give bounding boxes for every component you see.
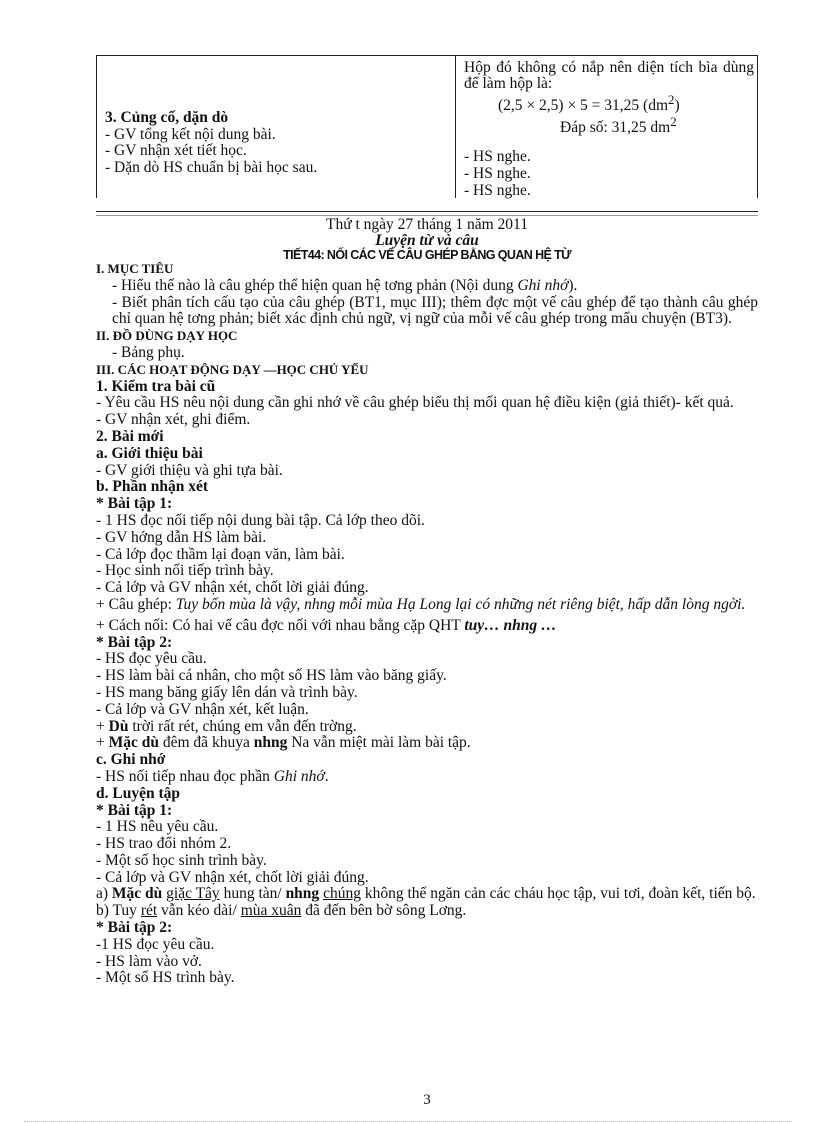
exercise-heading: * Bài tập 1:	[96, 495, 173, 513]
teacher-line: - GV nhận xét tiết học.	[105, 142, 247, 159]
subsection-heading: 2. Bài mới	[96, 427, 164, 445]
subsection-heading: b. Phần nhận xét	[96, 478, 208, 496]
activity-line: - Cả lớp đọc thầm lại đoạn văn, làm bài.	[96, 545, 345, 563]
activity-line: - Học sinh nối tiếp trình bày.	[96, 562, 274, 580]
activity-line: - HS nối tiếp nhau đọc phần Ghi nhớ.	[96, 767, 329, 785]
activity-line: - Cả lớp và GV nhận xét, chốt lời giải đúng.	[96, 579, 369, 597]
lesson-title: TIẾT44: NỐI CÁC VẾ CÂU GHÉP BẰNG QUAN HỆ TỪ	[283, 248, 571, 262]
activity-table	[96, 55, 758, 198]
student-reply: - HS nghe.	[464, 165, 531, 182]
section-heading: II. ĐỒ DÙNG DẠY HỌC	[96, 328, 238, 344]
compound-sentence: + Câu ghép: Tuy bốn mùa là vậy, nhng mỗi mùa Hạ Long lại có những nét riêng biệt, hấp dẫn lòng ngời.	[96, 595, 746, 613]
exercise-heading: * Bài tập 2:	[96, 633, 173, 651]
lesson-date: Thứ t ngày 27 tháng 1 năm 2011	[326, 216, 528, 233]
subsection-heading: c. Ghi nhớ	[96, 751, 166, 769]
activity-line: - HS mang băng giấy lên dán và trình bày.	[96, 683, 358, 701]
student-reply: - HS nghe.	[464, 182, 531, 199]
footer-divider	[24, 1121, 792, 1122]
exercise-heading: * Bài tập 2:	[96, 919, 173, 937]
example-sentence: + Mặc dù đêm đã khuya nhng Na vẫn miệt mài làm bài tập.	[96, 734, 471, 752]
student-reply: - HS nghe.	[464, 148, 531, 165]
answer-sentence: b) Tuy rét vẫn kéo dài/ mùa xuân đã đến bên bờ sông Lơng.	[96, 902, 467, 920]
page	[96, 0, 758, 1123]
activity-line: - HS làm vào vở.	[96, 952, 202, 970]
area-answer: Đáp số: 31,25 $dm^2$	[560, 114, 677, 137]
activity-line: - Một số học sinh trình bày.	[96, 851, 267, 869]
goal-item: - Hiểu thế nào là câu ghép thể hiện quan hệ tơng phản (Nội dung Ghi nhớ).	[112, 276, 578, 294]
activity-line: - Cả lớp và GV nhận xét, kết luận.	[96, 700, 309, 718]
activity-line: - 1 HS nêu yêu cầu.	[96, 818, 219, 836]
student-column	[456, 56, 757, 198]
teacher-line: - GV tổng kết nội dung bài.	[105, 125, 276, 143]
subsection-heading: d. Luyện tập	[96, 784, 180, 802]
lesson-body	[96, 261, 758, 987]
activity-line: - HS trao đổi nhóm 2.	[96, 835, 232, 853]
teacher-line: - Dặn dò HS chuẩn bị bài học sau.	[105, 158, 318, 176]
area-calculation: (2,5 × 2,5) × 5 = 31,25 $(dm^2)$	[498, 92, 680, 115]
activity-line: - 1 HS đọc nối tiếp nội dung bài tập. Cả lớp theo dõi.	[96, 511, 425, 529]
section-heading: I. MỤC TIÊU	[96, 261, 174, 276]
exercise-heading: * Bài tập 1:	[96, 801, 173, 819]
section-heading: III. CÁC HOẠT ĐỘNG DẠY —HỌC CHỦ YẾU	[96, 361, 369, 377]
connection-note: + Cách nối: Có hai vế câu đợc nối với nhau bằng cặp QHT tuy… nhng …	[96, 616, 557, 634]
activity-line: - Cả lớp và GV nhận xét, chốt lời giải đúng.	[96, 868, 369, 886]
page-number: 3	[423, 1092, 431, 1108]
activity-line: - HS làm bài cá nhân, cho một số HS làm vào băng giấy.	[96, 667, 447, 685]
activity-line: - HS đọc yêu cầu.	[96, 650, 207, 668]
activity-line: -1 HS đọc yêu cầu.	[96, 935, 215, 953]
box-area-text: Hộp đó không có nắp nên diện tích bìa dùng để làm hộp là:	[464, 59, 754, 92]
consolidation-heading: 3. Củng cố, dặn dò	[105, 109, 229, 126]
subject-title: Luyện từ và câu	[375, 232, 479, 249]
answer-sentence: a) Mặc dù giặc Tây hung tàn/ nhng chúng không thể ngăn cản các cháu học tập, vui tơi, đoàn kết, tiến bộ.	[96, 885, 756, 903]
activity-line: - GV nhận xét, ghi điểm.	[96, 411, 251, 429]
activity-line: - GV hớng dẫn HS làm bài.	[96, 528, 267, 546]
activity-line: - Yêu cầu HS nêu nội dung cần ghi nhớ về câu ghép biểu thị mối quan hệ điều kiện (giả thiết)- kết quả.	[96, 394, 734, 412]
activity-line: - GV giới thiệu và ghi tựa bài.	[96, 461, 283, 479]
teacher-column	[97, 56, 456, 198]
subsection-heading: 1. Kiểm tra bài cũ	[96, 377, 216, 395]
divider	[96, 211, 758, 212]
goal-item: - Biết phân tích cấu tạo của câu ghép (BT1, mục III); thêm đợc một vế câu ghép để tạo thành câu ghép chỉ quan hệ tơng phản; biết xác định chủ ngữ, vị ngữ của mỗi vế câu ghép trong mẩu chuyện (BT3).	[112, 293, 758, 328]
activity-line: - Một số HS trình bày.	[96, 969, 235, 987]
example-sentence: + Dù trời rất rét, chúng em vẫn đến trờng.	[96, 717, 357, 735]
subsection-heading: a. Giới thiệu bài	[96, 444, 203, 462]
material-item: - Bảng phụ.	[112, 343, 185, 361]
